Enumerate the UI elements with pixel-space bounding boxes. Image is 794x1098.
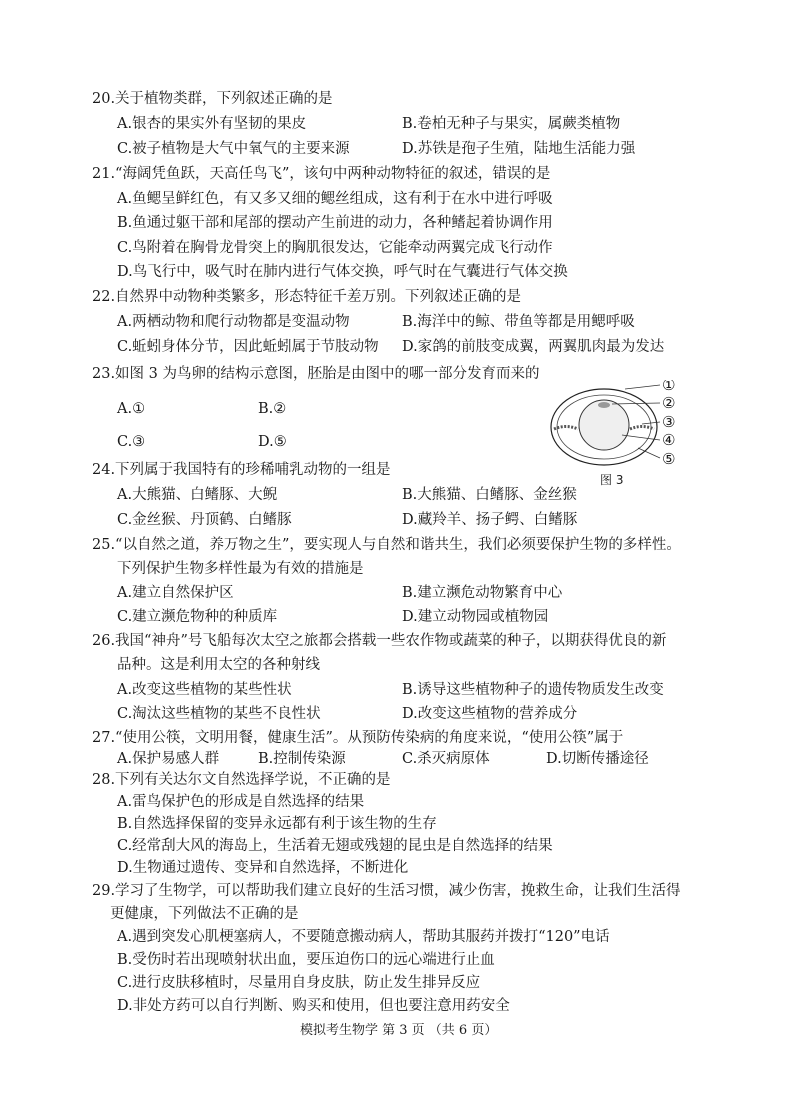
q24-stem: 24.下列属于我国特有的珍稀哺乳动物的一组是 [92, 462, 391, 478]
q25-option-d: D.建立动物园或植物园 [402, 609, 549, 625]
figure-label-5: ⑤ [662, 450, 676, 468]
q26-option-d: D.改变这些植物的营养成分 [402, 706, 578, 722]
q27-option-d: D.切断传播途径 [546, 751, 649, 767]
q21-option-a: A.鱼鳃呈鲜红色，有又多又细的鳃丝组成，这有利于在水中进行呼吸 [117, 191, 553, 207]
q24-option-a: A.大熊猫、白鳍豚、大鲵 [117, 487, 278, 503]
q27-option-c: C.杀灭病原体 [402, 751, 490, 767]
figure-label-2: ② [662, 394, 676, 412]
q25-option-a: A.建立自然保护区 [117, 585, 234, 601]
q22-option-b: B.海洋中的鲸、带鱼等都是用鳃呼吸 [402, 314, 635, 330]
q24-option-d: D.藏羚羊、扬子鳄、白鳍豚 [402, 512, 578, 528]
chalaza-left [554, 427, 578, 430]
q26-option-c: C.淘汰这些植物的某些不良性状 [117, 706, 321, 722]
germinal-disc [598, 402, 610, 408]
figure-label-3: ③ [662, 413, 676, 431]
page-footer: 模拟考生物学 第 3 页 （共 6 页） [300, 1023, 498, 1038]
q23-stem: 23.如图 3 为鸟卵的结构示意图，胚胎是由图中的哪一部分发育而来的 [92, 366, 540, 382]
q20-option-c: C.被子植物是大气中氧气的主要来源 [117, 141, 350, 157]
q29-option-b: B.受伤时若出现喷射状出血，要压迫伤口的远心端进行止血 [117, 952, 495, 968]
q26-stem-line2: 品种。这是利用太空的各种射线 [117, 657, 320, 673]
q22-stem: 22.自然界中动物种类繁多，形态特征千差万别。下列叙述正确的是 [92, 289, 522, 305]
q28-option-a: A.雷鸟保护色的形成是自然选择的结果 [117, 794, 365, 810]
figure-label-4: ④ [662, 431, 676, 449]
q27-option-a: A.保护易感人群 [117, 751, 220, 767]
q23-option-b: B.② [258, 401, 287, 417]
q25-option-c: C.建立濒危物种的种质库 [117, 609, 278, 625]
q29-option-d: D.非处方药可以自行判断、购买和使用，但也要注意用药安全 [117, 998, 510, 1014]
q27-stem: 27.“使用公筷，文明用餐，健康生活”。从预防传染病的角度来说，“使用公筷”属于 [92, 730, 624, 746]
bird-egg-figure [546, 380, 682, 490]
q25-option-b: B.建立濒危动物繁育中心 [402, 585, 563, 601]
q21-stem: 21.“海阔凭鱼跃，天高任鸟飞”，该句中两种动物特征的叙述，错误的是 [92, 166, 551, 182]
q20-option-b: B.卷柏无种子与果实，属蕨类植物 [402, 116, 621, 132]
q21-option-d: D.鸟飞行中，吸气时在肺内进行气体交换，呼气时在气囊进行气体交换 [117, 264, 568, 280]
q26-stem-line1: 26.我国“神舟”号飞船每次太空之旅都会搭载一些农作物或蔬菜的种子，以期获得优良的新 [92, 633, 667, 649]
q24-option-b: B.大熊猫、白鳍豚、金丝猴 [402, 487, 577, 503]
chalaza-right [630, 427, 654, 430]
q26-option-a: A.改变这些植物的某些性状 [117, 682, 292, 698]
bird-egg-diagram [546, 380, 682, 490]
q29-stem-line1: 29.学习了生物学，可以帮助我们建立良好的生活习惯，减少伤害，挽救生命，让我们生活得 [92, 883, 681, 899]
q22-option-a: A.两栖动物和爬行动物都是变温动物 [117, 314, 350, 330]
q20-option-d: D.苏铁是孢子生殖，陆地生活能力强 [402, 141, 636, 157]
q28-option-c: C.经常刮大风的海岛上，生活着无翅或残翅的昆虫是自然选择的结果 [117, 838, 553, 854]
q22-option-c: C.蚯蚓身体分节，因此蚯蚓属于节肢动物 [117, 339, 379, 355]
q29-option-a: A.遇到突发心肌梗塞病人，不要随意搬动病人，帮助其服药并拨打“120”电话 [117, 929, 610, 945]
figure-caption: 图 3 [600, 473, 624, 487]
q23-option-d: D.⑤ [258, 434, 287, 450]
q27-option-b: B.控制传染源 [258, 751, 346, 767]
q29-stem-line2: 更健康，下列做法不正确的是 [110, 906, 299, 922]
q28-option-b: B.自然选择保留的变异永远都有利于该生物的生存 [117, 816, 437, 832]
q23-option-c: C.③ [117, 434, 146, 450]
q29-option-c: C.进行皮肤移植时，尽量用自身皮肤，防止发生排异反应 [117, 975, 481, 991]
q20-stem: 20.关于植物类群，下列叙述正确的是 [92, 91, 333, 107]
q24-option-c: C.金丝猴、丹顶鹤、白鳍豚 [117, 512, 292, 528]
q23-option-a: A.① [117, 401, 146, 417]
q28-option-d: D.生物通过遗传、变异和自然选择，不断进化 [117, 860, 409, 876]
q21-option-b: B.鱼通过躯干部和尾部的摆动产生前进的动力，各种鳍起着协调作用 [117, 215, 553, 231]
figure-label-1: ① [662, 380, 676, 394]
q25-stem-line2: 下列保护生物多样性最为有效的措施是 [117, 561, 364, 577]
q26-option-b: B.诱导这些植物种子的遗传物质发生改变 [402, 682, 664, 698]
q21-option-c: C.鸟附着在胸骨龙骨突上的胸肌很发达，它能牵动两翼完成飞行动作 [117, 240, 553, 256]
q22-option-d: D.家鸽的前肢变成翼，两翼肌肉最为发达 [402, 339, 665, 355]
q25-stem-line1: 25.“以自然之道，养万物之生”，要实现人与自然和谐共生，我们必须要保护生物的多样性。 [92, 537, 681, 553]
q28-stem: 28.下列有关达尔文自然选择学说，不正确的是 [92, 772, 391, 788]
q20-option-a: A.银杏的果实外有坚韧的果皮 [117, 116, 307, 132]
